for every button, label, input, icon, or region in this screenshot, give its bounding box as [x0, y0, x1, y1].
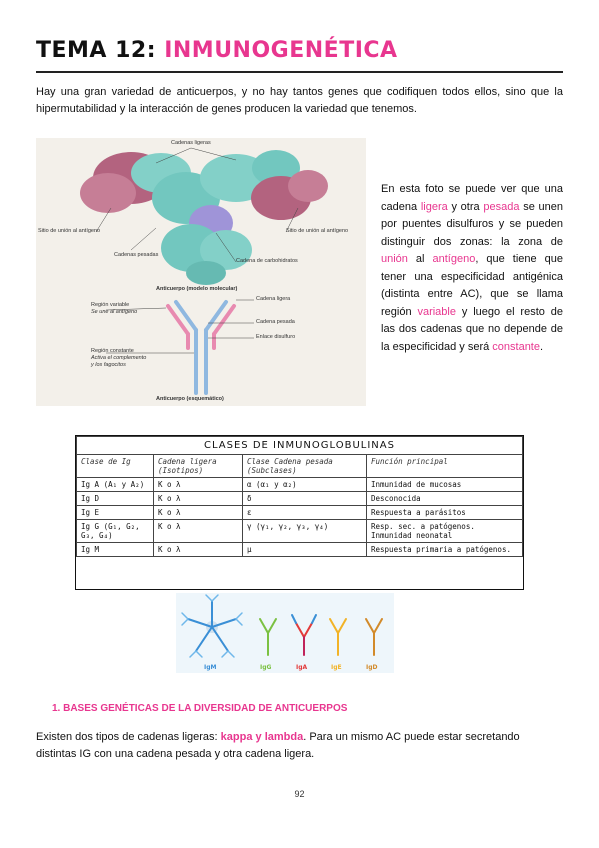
label-sitio-union-izq: Sitio de unión al antígeno	[38, 228, 101, 234]
table-cell: Respuesta primaria a patógenos.	[367, 543, 523, 557]
title-underline	[36, 71, 563, 73]
table-header: Clase de Ig	[77, 455, 154, 478]
table-row	[77, 543, 523, 557]
highlight-term: unión	[381, 253, 408, 265]
highlight-term: antígeno	[432, 253, 476, 265]
table-cell: K o λ	[154, 520, 243, 543]
text-segment: .	[539, 340, 544, 353]
table-cell: Resp. sec. a patógenos. Inmunidad neonatal	[367, 520, 523, 543]
antibody-figure	[36, 138, 366, 406]
label-region-constante: Región constante	[91, 348, 134, 354]
table-cell: Ig G (G₁, G₂, G₃, G₄)	[77, 520, 154, 543]
table-cell: Ig M	[77, 543, 154, 557]
highlight-term: variable	[417, 305, 456, 318]
text-segment: y luego el resto de las dos cadenas que no depende de la especificidad y será	[381, 305, 563, 353]
table-header: Clase Cadena pesada (Subclases)	[243, 455, 367, 478]
table-header: Cadena ligera (Isotipos)	[154, 455, 243, 478]
title-prefix: TEMA 12:	[36, 38, 157, 63]
table-cell: μ	[243, 543, 367, 557]
label-cadena-ligera: Cadena ligera	[256, 296, 291, 302]
text-segment: se unen por puentes disulfuros y se pueden distinguir dos zonas: la zona de	[381, 200, 564, 248]
label-activa-complemento: Activa el complemento	[91, 355, 147, 361]
immunoglobulin-table	[75, 435, 524, 590]
label-esquematico: Anticuerpo (esquemático)	[156, 396, 224, 402]
label-sitio-union-der: Sitio de unión al antígeno	[286, 228, 349, 234]
table-caption: CLASES DE INMUNOGLOBULINAS	[77, 437, 523, 455]
label-cadenas-ligeras: Cadenas ligeras	[171, 140, 211, 146]
table-cell: Desconocida	[367, 492, 523, 506]
page-number: 92	[294, 789, 305, 799]
table-cell: Ig D	[77, 492, 154, 506]
label-fagocitos: y los fagocitos	[91, 362, 126, 368]
table-cell: α (α₁ y α₂)	[243, 478, 367, 492]
ig-label-igd: IgD	[366, 664, 378, 671]
table-cell: γ (γ₁, γ₂, γ₃, γ₄)	[243, 520, 367, 543]
ig-label-igm: IgM	[204, 664, 217, 671]
label-se-une: Se une al antígeno	[91, 309, 138, 315]
text-segment: En esta foto se puede ver que una cadena	[381, 183, 563, 213]
table-cell: Inmunidad de mucosas	[367, 478, 523, 492]
page-title	[36, 38, 398, 63]
table-cell: K o λ	[154, 478, 243, 492]
highlight-term: pesada	[483, 200, 520, 213]
intro-paragraph: Hay una gran variedad de anticuerpos, y no hay tantos genes que codifiquen todos ellos, sino que la hipermutabilidad y la interacción de genes producen la variedad que tenemos.	[36, 86, 563, 115]
table-row	[77, 506, 523, 520]
kappa-lambda-paragraph	[36, 729, 563, 763]
text-segment: y otra	[447, 200, 484, 213]
ig-label-igg: IgG	[260, 664, 272, 671]
table-cell: K o λ	[154, 506, 243, 520]
label-enlace-disulfuro: Enlace disulfuro	[256, 334, 296, 340]
highlight-term: constante	[492, 340, 540, 353]
table-cell: Ig A (A₁ y A₂)	[77, 478, 154, 492]
para2-after: . Para un mismo AC puede estar secretando distintas IG con una cadena pesada y otra cadena ligera.	[36, 731, 520, 760]
text-segment: , que tiene que tener una especificidad antigénica (distinta entre AC), que se llama región	[381, 253, 563, 318]
side-paragraph	[381, 181, 563, 356]
table-header: Función principal	[367, 455, 523, 478]
table-cell: Respuesta a parásitos	[367, 506, 523, 520]
table-cell: δ	[243, 492, 367, 506]
table-row	[77, 478, 523, 492]
title-main: INMUNOGENÉTICA	[164, 38, 398, 63]
schematic-antibody	[168, 302, 234, 393]
label-cadena-pesada: Cadena pesada	[256, 319, 295, 325]
table-cell: ε	[243, 506, 367, 520]
para2-highlight: kappa y lambda	[220, 731, 304, 743]
table-cell: Ig E	[77, 506, 154, 520]
ig-label-iga: IgA	[296, 664, 308, 671]
table-row	[77, 520, 523, 543]
immunoglobulin-classes-figure	[176, 593, 394, 673]
highlight-term: ligera	[420, 200, 448, 213]
label-region-variable: Región variable	[91, 302, 130, 308]
table-cell: K o λ	[154, 492, 243, 506]
label-cadenas-pesadas: Cadenas pesadas	[114, 252, 159, 258]
ig-label-ige: IgE	[331, 664, 342, 671]
table-cell: K o λ	[154, 543, 243, 557]
para2-before: Existen dos tipos de cadenas ligeras:	[36, 731, 221, 743]
section-heading: 1. BASES GENÉTICAS DE LA DIVERSIDAD DE ANTICUERPOS	[52, 703, 348, 714]
text-segment: al	[407, 253, 433, 265]
label-modelo-molecular: Anticuerpo (modelo molecular)	[156, 286, 238, 292]
table-row	[77, 492, 523, 506]
label-carbohidratos: Cadena de carbohidratos	[236, 258, 298, 264]
antibody-illustration	[36, 138, 366, 406]
